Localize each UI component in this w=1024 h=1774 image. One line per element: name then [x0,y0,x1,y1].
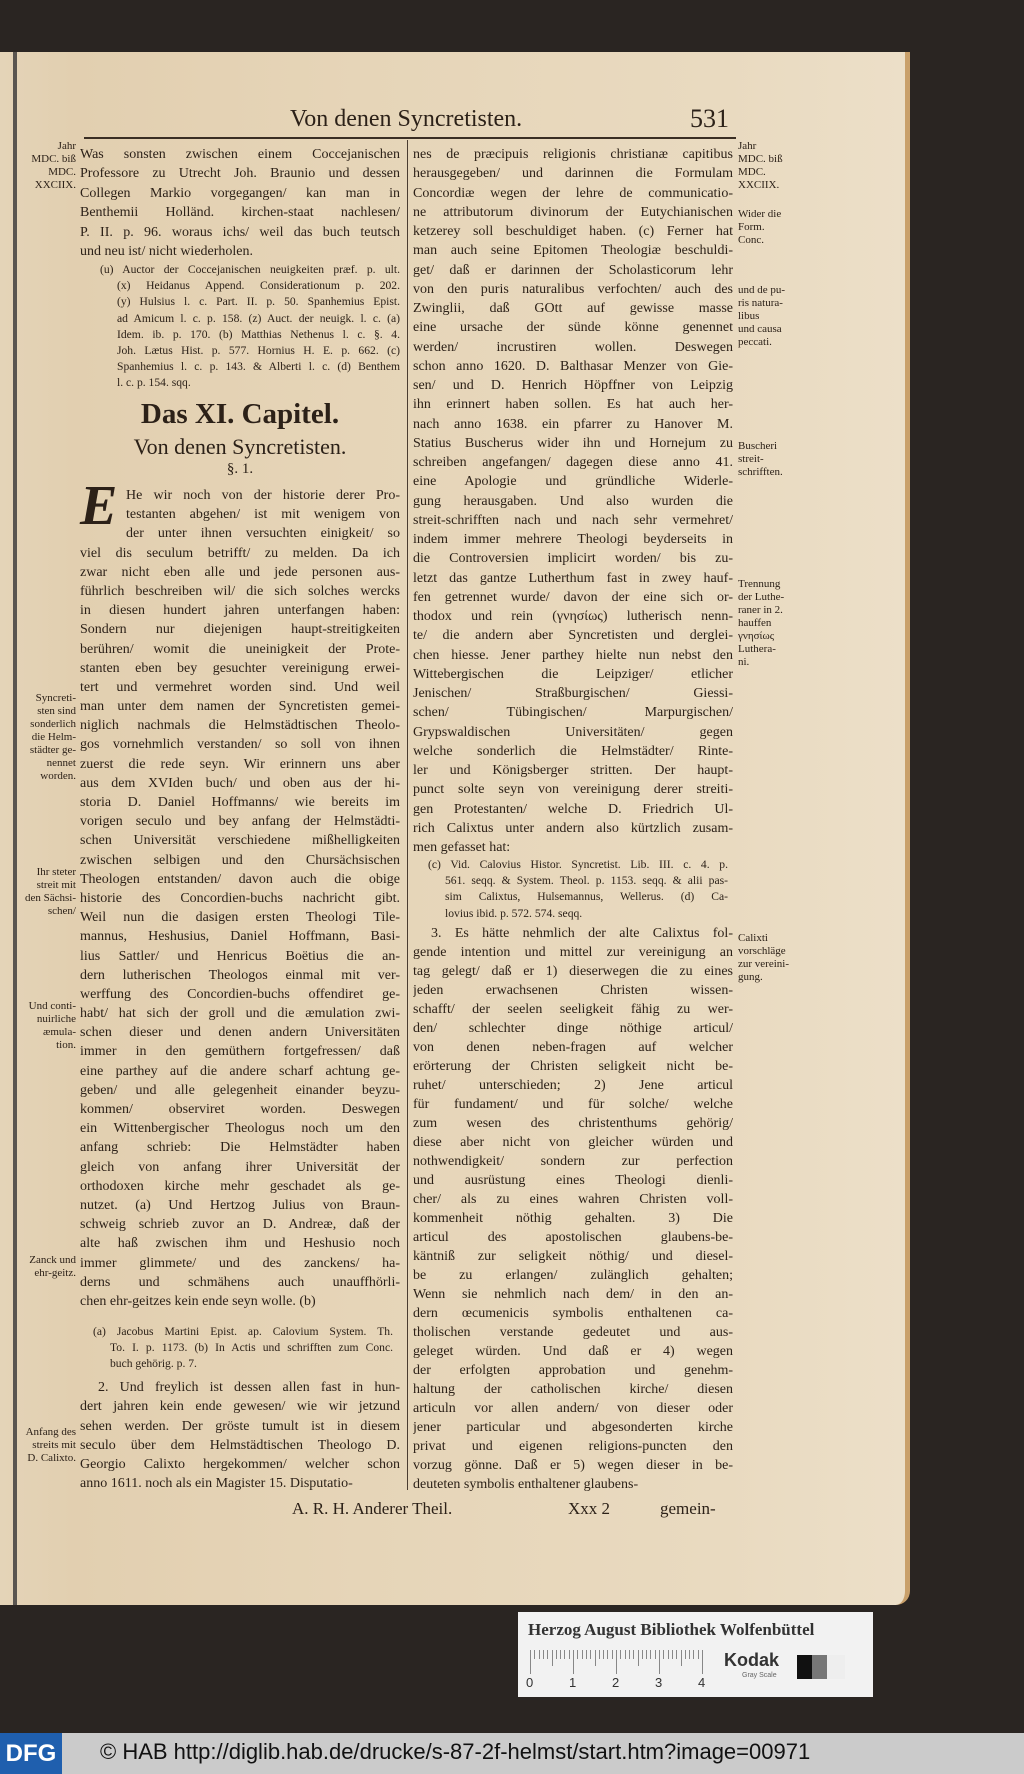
text-line: testanten abgehen/ ist mit wenigem von [126,507,400,523]
text-line: dern œcumenicis symbolis enthaltenen ca- [413,1306,733,1321]
ruler-tick [577,1650,578,1659]
text-line: be zu erlangen/ zulänglich gehalten; [413,1268,733,1283]
text-line: und ausrüstung eines Theologi dienli- [413,1173,733,1188]
text-line: anno 1611. noch als ein Magister 15. Disputatio- [80,1476,353,1492]
text-line: Georgio Calixto hergekommen/ welcher schon [80,1457,400,1473]
margin-note-line: ni. [738,656,750,668]
text-line: historie des Concordien-buchs nachricht gibt. [80,890,400,906]
text-line: schafft/ der seelen seeligkeit fähig zu wer- [413,1002,733,1017]
ruler-tick [556,1650,557,1659]
ruler-number: 0 [526,1675,534,1690]
text-line: herausgegeben/ und darinnen die Formulam [413,166,733,182]
text-line: P. II. p. 96. woraus ichs/ weil das buch teutsch [80,224,400,240]
footnote-line: Joh. Lætus Hist. p. 577. Hornius H. E. p. 662. (c) [117,343,400,357]
text-line: dert jahren kein ende gewesen/ wie wir jetzund [80,1399,400,1415]
ruler-tick [564,1650,565,1659]
catchword: gemein- [660,1499,716,1518]
text-line: seculo über dem Helmstädtischen Theologo D. [80,1437,400,1453]
text-line: aus dem XVIden buch/ und oben aus der hi- [80,775,400,791]
text-line: mannus, Heshusius, Daniel Hoffmann, Basi- [80,929,400,945]
ruler-tick [530,1650,531,1674]
left-margin-note [0,692,76,783]
ruler-tick [603,1650,604,1659]
margin-note-line: und causa [738,323,782,335]
ruler-tick [702,1650,703,1674]
footnote-line: lovius ibid. p. 572. 574. seqq. [445,906,583,920]
text-line: nes de præcipuis religionis christianæ capitibus [413,147,733,162]
text-line: fen getrennet wurde/ davon der eine sich or- [413,589,733,605]
text-line: letzt das gantze Lutherthum fast in zwey hauf- [413,570,733,586]
text-line: geben/ und alle gelegenheit einander beyzu- [80,1082,400,1098]
chapter-title: Das XI. Capitel. [140,398,340,430]
ruler-tick [668,1650,669,1659]
text-line: orthodoxen kirche mehr geschadet als ge- [80,1178,400,1194]
left-margin-note [0,866,76,918]
text-line: derns und schmähens auch unauffhörli- [80,1274,400,1290]
text-line: viel dis seculum betrifft/ zu melden. Da ich [80,545,400,561]
dfg-logo: DFG [0,1733,62,1774]
ruler-tick [534,1650,535,1659]
margin-note-line: Syncreti- [35,692,76,704]
left-margin-note [0,1426,76,1465]
ruler-tick [543,1650,544,1659]
ruler-tick [590,1650,591,1659]
right-paragraph-continuation [413,145,733,857]
margin-note-line: tion. [56,1039,76,1051]
footnote-line: ad Amicum l. c. p. 158. (z) Auct. der neuigk. l. c. (a) [117,311,400,325]
text-line: eine Apologie und gründliche Widerle- [413,474,733,490]
ruler-number: 4 [698,1675,706,1690]
ruler-number: 3 [655,1675,663,1690]
kodak-logo: Kodak [724,1650,780,1670]
footnote-line: (u) Auctor der Coccejanischen neuigkeiten præf. p. ult. [100,263,400,276]
margin-note-line: MDC. [48,166,76,178]
text-line: deuteten symbolis enthaltener glaubens- [413,1477,639,1492]
book-gutter [13,52,17,1605]
ruler-tick [539,1650,540,1659]
ruler-tick [582,1650,583,1659]
ruler-tick [642,1650,643,1659]
footnote-line: (c) Vid. Calovius Histor. Syncretist. Lib. III. c. 4. p. [428,858,728,871]
text-line: chen hiesse. Jener parthey hielte nun nebst den [413,647,733,663]
ruler-tick [698,1650,699,1659]
left-margin-note [0,1000,76,1052]
text-line: habt/ hat sich der groll und die æmulation zwi- [80,1006,400,1022]
footnote-line: (x) Heidanus Append. Considerationum p. 202. [117,279,400,293]
margin-note-line: worden. [40,770,76,782]
right-margin-note [738,284,808,349]
text-line: ruhet/ unterschieden; 2) Jene articul [413,1078,733,1093]
margin-note-line: Jahr [738,140,757,152]
text-line: vorigen seculo und bey anfang der Helmstädti- [80,814,400,830]
text-line: immer in den gemüthern fortgefressen/ daß [80,1044,400,1060]
text-line: gung herausgaben. Und also wurden die [413,493,733,509]
text-line: te/ die andern aber Syncretisten und derglei- [413,628,733,644]
text-line: diese aber nicht von gleicher würden und [413,1135,733,1150]
page-number: 531 [690,104,729,133]
margin-note-line: der Luthe- [738,591,785,603]
ruler-tick [659,1650,660,1674]
text-line: gleich von anfang ihrer Universität der [80,1159,400,1175]
left-margin-note [0,140,76,192]
text-line: ne attributorum divinorum der Eutychianischen [413,204,733,220]
text-line: Was sonsten zwischen einem Coccejanischen [80,147,400,162]
ruler-tick [689,1650,690,1659]
text-line: Statius Buscherus wider ihn und Hornejum zu [413,435,733,451]
signature-line: A. R. H. Anderer Theil. [292,1499,453,1518]
text-line: punct solte seyn von vereinigung derer streiti- [413,782,733,798]
text-line: niglich nachmals die Helmstädtischen Theolo- [80,718,400,734]
text-line: Zwinglii, daß GOtt auf gewisse masse [413,301,733,316]
text-line: werffung des Concordien-buchs offendiret ge- [80,986,400,1002]
gray-scale-label: Gray Scale [742,1672,777,1679]
text-line: stanten eben bey gesuchter vereinigung erwei- [80,660,400,676]
text-line: men gefasset hat: [413,840,511,855]
text-line: sen/ und D. Henrich Höpffner von Leipzig [413,378,733,393]
margin-note-line: und de pu- [738,284,786,296]
footnote-line: 561. seqq. & System. Theol. p. 1153. seqq. & alii pas- [445,874,728,888]
text-line: die Controversien implicirt worden/ bis zu- [413,551,733,567]
text-line: haltung der catholischen kirche/ diesen [413,1382,733,1397]
right-margin-note [738,140,808,192]
text-line: kommen/ observiret worden. Deswegen [80,1102,400,1117]
ruler-number: 2 [612,1675,620,1690]
section-mark: §. 1. [226,461,254,477]
copyright-url[interactable]: © HAB http://diglib.hab.de/drucke/s-87-2f-helmst/start.htm?image=00971 [100,1739,811,1764]
ruler-tick [655,1650,656,1659]
text-line: Wenn sie nehmlich nach dem/ in den an- [413,1287,733,1302]
margin-note-line: vorschläge [738,945,786,957]
margin-note-line: MDC. biß [31,153,76,165]
ruler-tick [595,1650,596,1666]
margin-note-line: XXCIIX. [738,179,780,191]
left-margin-note [0,1254,76,1280]
text-line: gende intention und mittel zur vereinigung an [413,945,733,960]
text-line: der unter ihnen versuchten einigkeit/ so [126,526,400,542]
margin-note-line: schen/ [47,905,76,917]
running-header-title: Von denen Syncretisten. [290,106,523,132]
text-line: privat und eigenen religions-puncten den [413,1439,733,1454]
left-intro-footnotes [100,262,400,392]
gray-swatch-black [797,1655,812,1679]
ruler-tick [633,1650,634,1659]
ruler-tick [629,1650,630,1659]
margin-note-line: XXCIIX. [34,179,76,191]
text-line: schon anno 1620. D. Balthasar Menzer von Gie- [413,358,733,374]
ruler-tick [612,1650,613,1659]
footnote-line: Spanhemius l. c. p. 143. & Alberti l. c. (d) Benthem [117,360,400,374]
text-line: vorzug gönne. Daß er 5) wegen dieser in be- [413,1458,733,1473]
text-line: Sondern nur diejenigen haupt-streitigkeiten [80,622,400,638]
margin-note-line: streits mit [32,1439,76,1451]
footnote-line: sim Calixtus, Hulsemannus, Wellerus. (d) Ca- [445,890,728,904]
text-line: für fundament/ und für solche/ welche [413,1097,733,1112]
paragraph-2 [80,1378,400,1494]
ruler-tick [547,1650,548,1659]
text-line: thodox und rein (γνησίως) lutherisch nenn- [413,609,733,624]
text-line: und neu ist/ nicht wiederholen. [80,243,254,259]
text-line: articul des apostolischen glaubens-be- [413,1230,733,1245]
text-line: lius Sattler/ und Henricus Boëtius die an- [80,948,400,964]
right-margin-note [738,932,808,984]
ruler-tick [681,1650,682,1666]
text-line: 3. Es hätte nehmlich der alte Calixtus fol- [431,926,733,941]
footnote-line: (a) Jacobus Martini Epist. ap. Calovium System. Th. [93,1325,393,1338]
paragraph-3 [413,924,733,1494]
margin-note-line: die Helm- [31,731,76,743]
paragraph-1 [80,486,400,1311]
text-line: streit-schrifften nach und nach sehr vermehret/ [413,512,733,528]
footer-bar [0,1733,1024,1774]
margin-note-line: Und conti- [28,1000,76,1012]
paragraph-1-footnotes [93,1324,393,1373]
footnote-line: buch gehörig. p. 7. [110,1357,197,1371]
text-line: nothwendigkeit/ sondern zur perfection [413,1154,733,1169]
text-line: ihn erinnert haben sollen. Es hat auch her- [413,397,733,413]
margin-note-line: hauffen [738,617,772,629]
text-line: in diesen hundert jahren unterfangen haben: [80,603,400,619]
text-line: schreiben angefangen/ dagegen diese anno 41. [413,455,733,470]
text-line: jener particular und abgesonderten kirche [413,1420,733,1435]
text-line: nutzet. (a) Und Hertzog Julius von Braun- [80,1197,400,1213]
margin-note-line: Jahr [57,140,76,152]
ruler-tick [620,1650,621,1659]
text-line: zwischen selbigen und den Chursächsischen [80,852,400,868]
drop-cap: E [80,475,118,537]
right-margin-note [738,440,808,479]
footnote-line: l. c. p. 154. sqq. [117,376,191,390]
margin-note-line: Zanck und [29,1254,76,1266]
text-line: Concordiæ wegen der lehre de communicatio- [413,185,733,201]
margin-note-line: streit- [738,453,764,465]
text-line: käntniß zur seligkeit nöthig/ und diesel- [413,1249,733,1264]
ruler-tick [569,1650,570,1659]
right-margin-note [738,208,808,247]
text-line: schen dieser und denen andern Universitäten [80,1025,400,1041]
text-line: geleget würden. Und daß er 4) wegen [413,1344,733,1359]
text-line: von denen neben-fragen auf welcher [413,1040,733,1055]
ruler-tick [693,1650,694,1659]
left-intro-paragraph [80,145,400,261]
text-line: zum wesen des christenthums gehörig/ [413,1116,733,1131]
text-line: zwar nicht eben alle und jede personen aus- [80,564,400,580]
margin-note-line: gung. [738,971,763,983]
ruler-tick [638,1650,639,1666]
text-line: ketzerey soll beschuldiget haben. (c) Ferner hat [413,224,733,239]
text-line: Grypswaldischen Universitäten/ gegen [413,724,733,740]
text-line: He wir noch von der historie derer Pro- [126,488,400,503]
ruler-tick [560,1650,561,1659]
right-footnotes [428,857,728,922]
ruler-tick [650,1650,651,1659]
margin-note-line: æmula- [43,1026,76,1038]
margin-note-line: γνησίως [738,630,775,642]
text-line: gen Protestanten/ welche D. Friedrich Ul- [413,801,733,817]
gray-swatch-light [827,1655,845,1679]
ruler-tick [599,1650,600,1659]
text-line: sehen werden. Der gröste tumult ist in diesem [80,1418,400,1434]
text-line: nach anno 1638. ein pfarrer zu Hanover M. [413,416,733,432]
ruler-tick [573,1650,574,1674]
margin-note-line: sonderlich [30,718,76,730]
text-line: dern lutherischen Theologos einmal mit ver- [80,967,400,983]
library-name: Herzog August Bibliothek Wolfenbüttel [528,1620,815,1639]
text-line: rich Calixtus unter andern also kürtzlich zusam- [413,820,733,836]
text-line: gos vornehmlich verstanden/ so soll von ihnen [80,737,400,753]
text-line: kommenheit nöthig gehalten. 3) Die [413,1211,733,1226]
text-line: get/ daß er darinnen der Scholasticorum lehr [413,262,733,278]
margin-note-line: Buscheri [738,440,778,452]
ruler-tick [663,1650,664,1659]
text-line: alte haß zwischen ihm und Heshusio noch [80,1236,400,1252]
text-line: den/ schlechter dinge nöthige articul/ [413,1021,733,1036]
text-line: erörterung der Christen seligkeit nicht be- [413,1059,733,1074]
footnote-line: To. I. p. 1173. (b) In Actis und schrifften zum Conc. [110,1341,393,1355]
margin-note-line: ehr-geitz. [34,1267,76,1279]
cm-ruler [530,1650,706,1674]
text-line: articuln vor allen andern/ von dieser oder [413,1401,733,1416]
footnote-line: Idem. ib. p. 170. (b) Matthias Nethenus l. c. §. 4. [117,327,400,341]
text-line: Weil nun die dasigen ersten Theologi Tile- [80,910,400,926]
margin-note-line: MDC. biß [738,153,783,165]
text-line: anfang schrieb: Die Helmstädter haben [80,1140,400,1156]
margin-note-line: Form. [738,221,765,233]
margin-note-line: raner in 2. [738,604,783,616]
margin-note-line: Conc. [738,234,764,246]
text-line: führlich beschreiben wil/ die sich solches wercks [80,583,400,599]
text-line: schen/ Tübingischen/ Marpurgischen/ [413,705,733,721]
text-line: tag gelegt/ daß er 1) dieserwegen die zu eines [413,964,733,979]
margin-note-line: den Sächsi- [24,892,76,904]
chapter-subtitle: Von denen Syncretisten. [133,434,347,459]
margin-note-line: D. Calixto. [27,1452,76,1464]
text-line: man unter dem namen der Syncretisten gemei- [80,699,400,715]
text-line: schweig schrieb zuvor an D. Andreæ, daß der [80,1217,400,1233]
text-line: indem immer mehrere Theologi beyderseits in [413,532,733,547]
text-line: 2. Und freylich ist dessen allen fast in hun- [98,1380,400,1395]
margin-note-line: Wider die [738,208,782,220]
text-line: immer glimmete/ und des zanckens/ ha- [80,1255,400,1271]
text-line: ler und Königsberger stritten. Der haupt- [413,763,733,778]
margin-note-line: Anfang des [25,1426,76,1438]
footnote-line: (y) Hulsius l. c. Part. II. p. 50. Spanhemius Epist. [117,295,400,309]
ruler-tick [616,1650,617,1674]
text-line: werden/ incrustiren wollen. Deswegen [413,339,733,355]
text-line: ein Wittenbergischer Theologus noch um den [80,1121,400,1137]
margin-note-line: MDC. [738,166,766,178]
text-line: schen Universität verschiedene mißhelligkeiten [80,833,400,849]
text-line: von den puris naturalibus verfochten/ auch des [413,281,733,297]
margin-note-line: Ihr steter [36,866,76,878]
ruler-number: 1 [569,1675,577,1690]
margin-note-line: sten sind [37,705,76,717]
text-line: Benthemii Holländ. kirchen-staat nachlesen/ [80,205,400,221]
margin-note-line: nennet [46,757,76,769]
ruler-tick [672,1650,673,1659]
text-line: eine parthey auf die andere scharf achtung ge- [80,1063,400,1079]
sheet-mark: Xxx 2 [568,1499,611,1518]
text-line: man auch seine Epitomen Theologiæ beschuldi- [413,243,733,259]
text-line: der erfolgten approbation und genehm- [413,1363,733,1378]
ruler-tick [676,1650,677,1659]
ruler-tick [646,1650,647,1659]
text-line: cher/ als zu eines wahren Christen voll- [413,1192,733,1207]
text-line: Theologen entstanden/ davon auch die obige [80,871,400,887]
margin-note-line: Calixti [738,932,768,944]
text-line: Professore zu Utrecht Joh. Braunio und dessen [80,166,400,182]
margin-note-line: Trennung [738,578,781,590]
right-margin-note [738,578,808,669]
ruler-tick [625,1650,626,1659]
margin-note-line: nuirliche [36,1013,76,1025]
text-line: chen ehr-geitzes kein ende seyn wolle. (b) [80,1293,316,1309]
margin-note-line: peccati. [738,336,772,348]
text-line: eine ursache der sünde könne genennet [413,320,733,336]
text-line: jeden erwachsenen Christen wissen- [413,983,733,998]
text-line: Jenischen/ Straßburgischen/ Giessi- [413,686,733,701]
margin-note-line: städter ge- [29,744,76,756]
margin-note-line: streit mit [36,879,76,891]
text-line: welche sonderlich die Helmstädter/ Rinte- [413,743,733,759]
text-line: Wittebergischen die Leipziger/ etlicher [413,666,733,682]
text-line: tert und vermehret worden sind. Und weil [80,679,400,695]
text-line: tholischen verstande gedeutet und aus- [413,1325,733,1340]
margin-note-line: Luthera- [738,643,776,655]
ruler-tick [586,1650,587,1659]
library-scale-card [518,1612,873,1697]
column-divider [407,140,408,1490]
ruler-tick [552,1650,553,1666]
text-line: berühren/ womit die uneinigkeit der Prote- [80,641,400,657]
margin-note-line: ris natura- [738,297,783,309]
text-line: storia D. Daniel Hoffmanns/ wie bereits im [80,795,400,810]
gray-swatch-mid [812,1655,827,1679]
margin-note-line: libus [738,310,760,322]
ruler-tick [685,1650,686,1659]
header-rule [84,137,736,139]
text-line: Collegen Markio vorgegangen/ kan man in [80,185,400,201]
text-line: zuerst die rede seyn. Wir erinnern uns aber [80,756,400,772]
ruler-tick [607,1650,608,1659]
margin-note-line: schrifften. [738,466,783,478]
margin-note-line: zur vereini- [738,958,789,970]
